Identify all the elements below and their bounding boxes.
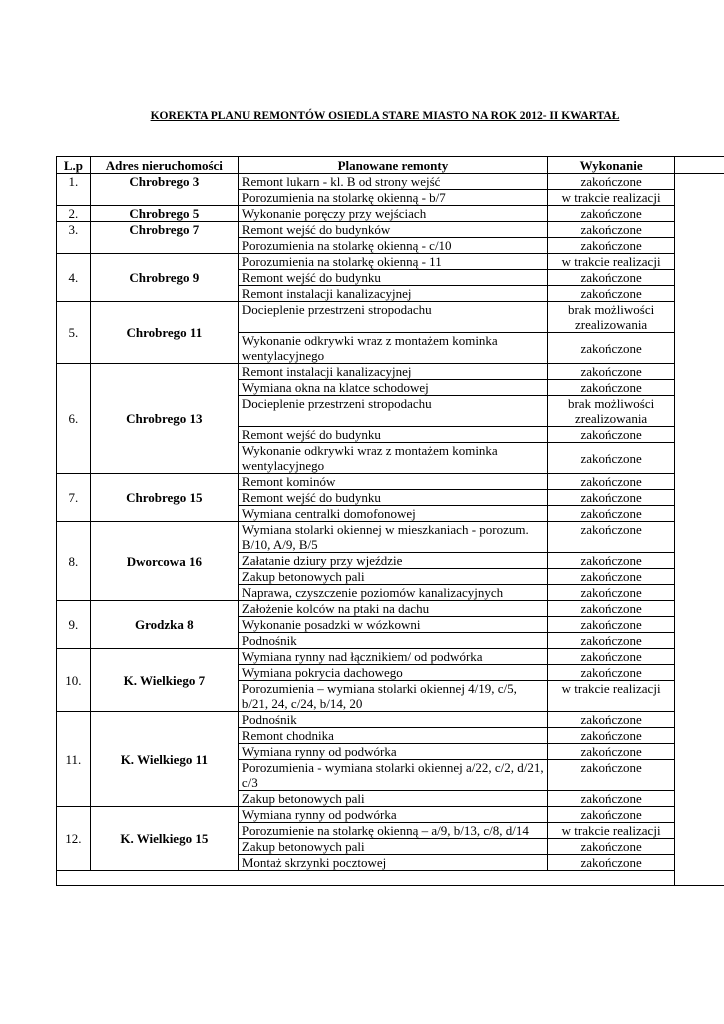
table-row	[57, 807, 724, 823]
planned-repair: Wymiana rynny od podwórka	[238, 807, 547, 823]
extra-column-cell	[675, 617, 724, 633]
extra-column-cell	[675, 839, 724, 855]
completion-status: brak możliwości zrealizowania	[548, 396, 675, 427]
extra-column-cell	[675, 443, 724, 474]
property-address: Chrobrego 7	[90, 222, 238, 254]
row-number: 8.	[57, 522, 91, 601]
completion-status: zakończone	[548, 333, 675, 364]
planned-repair: Remont wejść do budynku	[238, 270, 547, 286]
extra-column-cell	[675, 380, 724, 396]
planned-repair: Remont kominów	[238, 474, 547, 490]
planned-repair: Wykonanie posadzki w wózkowni	[238, 617, 547, 633]
completion-status: zakończone	[548, 744, 675, 760]
planned-repair: Wymiana rynny nad łącznikiem/ od podwórka	[238, 649, 547, 665]
extra-column-cell	[675, 807, 724, 823]
planned-repair: Wymiana pokrycia dachowego	[238, 665, 547, 681]
planned-repair: Docieplenie przestrzeni stropodachu	[238, 302, 547, 333]
row-number: 1.	[57, 174, 91, 206]
extra-column-cell	[675, 569, 724, 585]
completion-status: zakończone	[548, 633, 675, 649]
row-number: 12.	[57, 807, 91, 871]
table-row	[57, 474, 724, 490]
row-number: 9.	[57, 601, 91, 649]
planned-repair: Wykonanie poręczy przy wejściach	[238, 206, 547, 222]
document-title: KOREKTA PLANU REMONTÓW OSIEDLA STARE MIASTO NA ROK 2012- II KWARTAŁ	[150, 110, 620, 122]
extra-column-cell	[675, 728, 724, 744]
planned-repair: Docieplenie przestrzeni stropodachu	[238, 396, 547, 427]
row-number: 6.	[57, 364, 91, 474]
completion-status: zakończone	[548, 206, 675, 222]
table-row	[57, 174, 724, 190]
property-address: K. Wielkiego 7	[90, 649, 238, 712]
table-row	[57, 712, 724, 728]
property-address: Chrobrego 3	[90, 174, 238, 206]
extra-column-cell	[675, 791, 724, 807]
table-row	[57, 206, 724, 222]
row-number: 5.	[57, 302, 91, 364]
completion-status: brak możliwości zrealizowania	[548, 302, 675, 333]
header-lp: L.p	[57, 157, 91, 174]
completion-status: zakończone	[548, 506, 675, 522]
planned-repair: Remont wejść do budynku	[238, 490, 547, 506]
extra-column-cell	[675, 254, 724, 270]
row-number: 10.	[57, 649, 91, 712]
planned-repair: Remont instalacji kanalizacyjnej	[238, 286, 547, 302]
header-repairs: Planowane remonty	[238, 157, 547, 174]
planned-repair: Zakup betonowych pali	[238, 791, 547, 807]
planned-repair: Porozumienia - wymiana stolarki okiennej a/22, c/2, d/21, c/3	[238, 760, 547, 791]
extra-column-cell	[675, 744, 724, 760]
row-number: 3.	[57, 222, 91, 254]
table-row	[57, 522, 724, 553]
planned-repair: Załatanie dziury przy wjeździe	[238, 553, 547, 569]
planned-repair: Remont wejść do budynku	[238, 427, 547, 443]
table-row	[57, 254, 724, 270]
extra-column-cell	[675, 302, 724, 333]
completion-status: zakończone	[548, 474, 675, 490]
completion-status: zakończone	[548, 569, 675, 585]
extra-column-cell	[675, 506, 724, 522]
extra-column-cell	[675, 601, 724, 617]
row-number: 4.	[57, 254, 91, 302]
completion-status: zakończone	[548, 791, 675, 807]
planned-repair: Remont lukarn - kl. B od strony wejść	[238, 174, 547, 190]
table-row	[57, 364, 724, 380]
property-address: Chrobrego 13	[90, 364, 238, 474]
completion-status: zakończone	[548, 380, 675, 396]
planned-repair: Naprawa, czyszczenie poziomów kanalizacyjnych	[238, 585, 547, 601]
planned-repair: Wykonanie odkrywki wraz z montażem kominka wentylacyjnego	[238, 333, 547, 364]
completion-status: zakończone	[548, 222, 675, 238]
empty-row	[57, 871, 724, 886]
property-address: Grodzka 8	[90, 601, 238, 649]
completion-status: w trakcie realizacji	[548, 823, 675, 839]
completion-status: zakończone	[548, 490, 675, 506]
table-row	[57, 222, 724, 238]
extra-column-cell	[675, 649, 724, 665]
planned-repair: Podnośnik	[238, 633, 547, 649]
planned-repair: Wymiana rynny od podwórka	[238, 744, 547, 760]
extra-column-cell	[675, 474, 724, 490]
extra-column-cell	[675, 585, 724, 601]
planned-repair: Montaż skrzynki pocztowej	[238, 855, 547, 871]
header-extra	[675, 157, 724, 174]
property-address: Dworcowa 16	[90, 522, 238, 601]
property-address: Chrobrego 9	[90, 254, 238, 302]
repair-plan-table	[56, 156, 724, 886]
planned-repair: Zakup betonowych pali	[238, 569, 547, 585]
empty-cell	[57, 871, 675, 886]
extra-column-cell	[675, 396, 724, 427]
extra-column-cell	[675, 333, 724, 364]
extra-column-cell	[675, 270, 724, 286]
completion-status: zakończone	[548, 760, 675, 791]
completion-status: zakończone	[548, 728, 675, 744]
planned-repair: Wykonanie odkrywki wraz z montażem kominka wentylacyjnego	[238, 443, 547, 474]
extra-column-cell	[675, 364, 724, 380]
property-address: Chrobrego 11	[90, 302, 238, 364]
planned-repair: Porozumienia na stolarkę okienną - c/10	[238, 238, 547, 254]
planned-repair: Podnośnik	[238, 712, 547, 728]
planned-repair: Porozumienie na stolarkę okienną – a/9, b/13, c/8, d/14	[238, 823, 547, 839]
extra-column-cell	[675, 522, 724, 553]
completion-status: zakończone	[548, 601, 675, 617]
completion-status: w trakcie realizacji	[548, 254, 675, 270]
header-address: Adres nieruchomości	[90, 157, 238, 174]
header-status: Wykonanie	[548, 157, 675, 174]
completion-status: zakończone	[548, 364, 675, 380]
extra-column-cell	[675, 681, 724, 712]
row-number: 2.	[57, 206, 91, 222]
extra-column-cell	[675, 206, 724, 222]
completion-status: zakończone	[548, 839, 675, 855]
planned-repair: Remont chodnika	[238, 728, 547, 744]
planned-repair: Remont wejść do budynków	[238, 222, 547, 238]
planned-repair: Wymiana stolarki okiennej w mieszkaniach - porozum. B/10, A/9, B/5	[238, 522, 547, 553]
completion-status: zakończone	[548, 807, 675, 823]
planned-repair: Remont instalacji kanalizacyjnej	[238, 364, 547, 380]
completion-status: zakończone	[548, 649, 675, 665]
table-row	[57, 302, 724, 333]
planned-repair: Porozumienia na stolarkę okienną - 11	[238, 254, 547, 270]
table-header-row	[57, 157, 724, 174]
completion-status: zakończone	[548, 855, 675, 871]
extra-column-cell	[675, 712, 724, 728]
completion-status: w trakcie realizacji	[548, 681, 675, 712]
planned-repair: Porozumienia na stolarkę okienną - b/7	[238, 190, 547, 206]
property-address: Chrobrego 15	[90, 474, 238, 522]
extra-column-cell	[675, 553, 724, 569]
extra-column-cell	[675, 490, 724, 506]
extra-column-cell	[675, 760, 724, 791]
completion-status: zakończone	[548, 270, 675, 286]
completion-status: zakończone	[548, 238, 675, 254]
extra-column-cell	[675, 855, 724, 871]
property-address: Chrobrego 5	[90, 206, 238, 222]
row-number: 11.	[57, 712, 91, 807]
extra-column-cell	[675, 238, 724, 254]
empty-extra-cell	[675, 871, 724, 886]
completion-status: zakończone	[548, 286, 675, 302]
extra-column-cell	[675, 222, 724, 238]
completion-status: zakończone	[548, 553, 675, 569]
extra-column-cell	[675, 427, 724, 443]
property-address: K. Wielkiego 15	[90, 807, 238, 871]
table-row	[57, 601, 724, 617]
planned-repair: Wymiana okna na klatce schodowej	[238, 380, 547, 396]
completion-status: zakończone	[548, 617, 675, 633]
table-row	[57, 649, 724, 665]
extra-column-cell	[675, 174, 724, 190]
property-address: K. Wielkiego 11	[90, 712, 238, 807]
completion-status: zakończone	[548, 443, 675, 474]
completion-status: zakończone	[548, 712, 675, 728]
completion-status: zakończone	[548, 427, 675, 443]
completion-status: zakończone	[548, 585, 675, 601]
table-body	[57, 174, 724, 886]
planned-repair: Założenie kolców na ptaki na dachu	[238, 601, 547, 617]
extra-column-cell	[675, 190, 724, 206]
extra-column-cell	[675, 665, 724, 681]
completion-status: zakończone	[548, 665, 675, 681]
planned-repair: Wymiana centralki domofonowej	[238, 506, 547, 522]
planned-repair: Zakup betonowych pali	[238, 839, 547, 855]
extra-column-cell	[675, 633, 724, 649]
completion-status: zakończone	[548, 522, 675, 553]
extra-column-cell	[675, 286, 724, 302]
row-number: 7.	[57, 474, 91, 522]
completion-status: zakończone	[548, 174, 675, 190]
completion-status: w trakcie realizacji	[548, 190, 675, 206]
planned-repair: Porozumienia – wymiana stolarki okiennej 4/19, c/5, b/21, 24, c/24, b/14, 20	[238, 681, 547, 712]
extra-column-cell	[675, 823, 724, 839]
